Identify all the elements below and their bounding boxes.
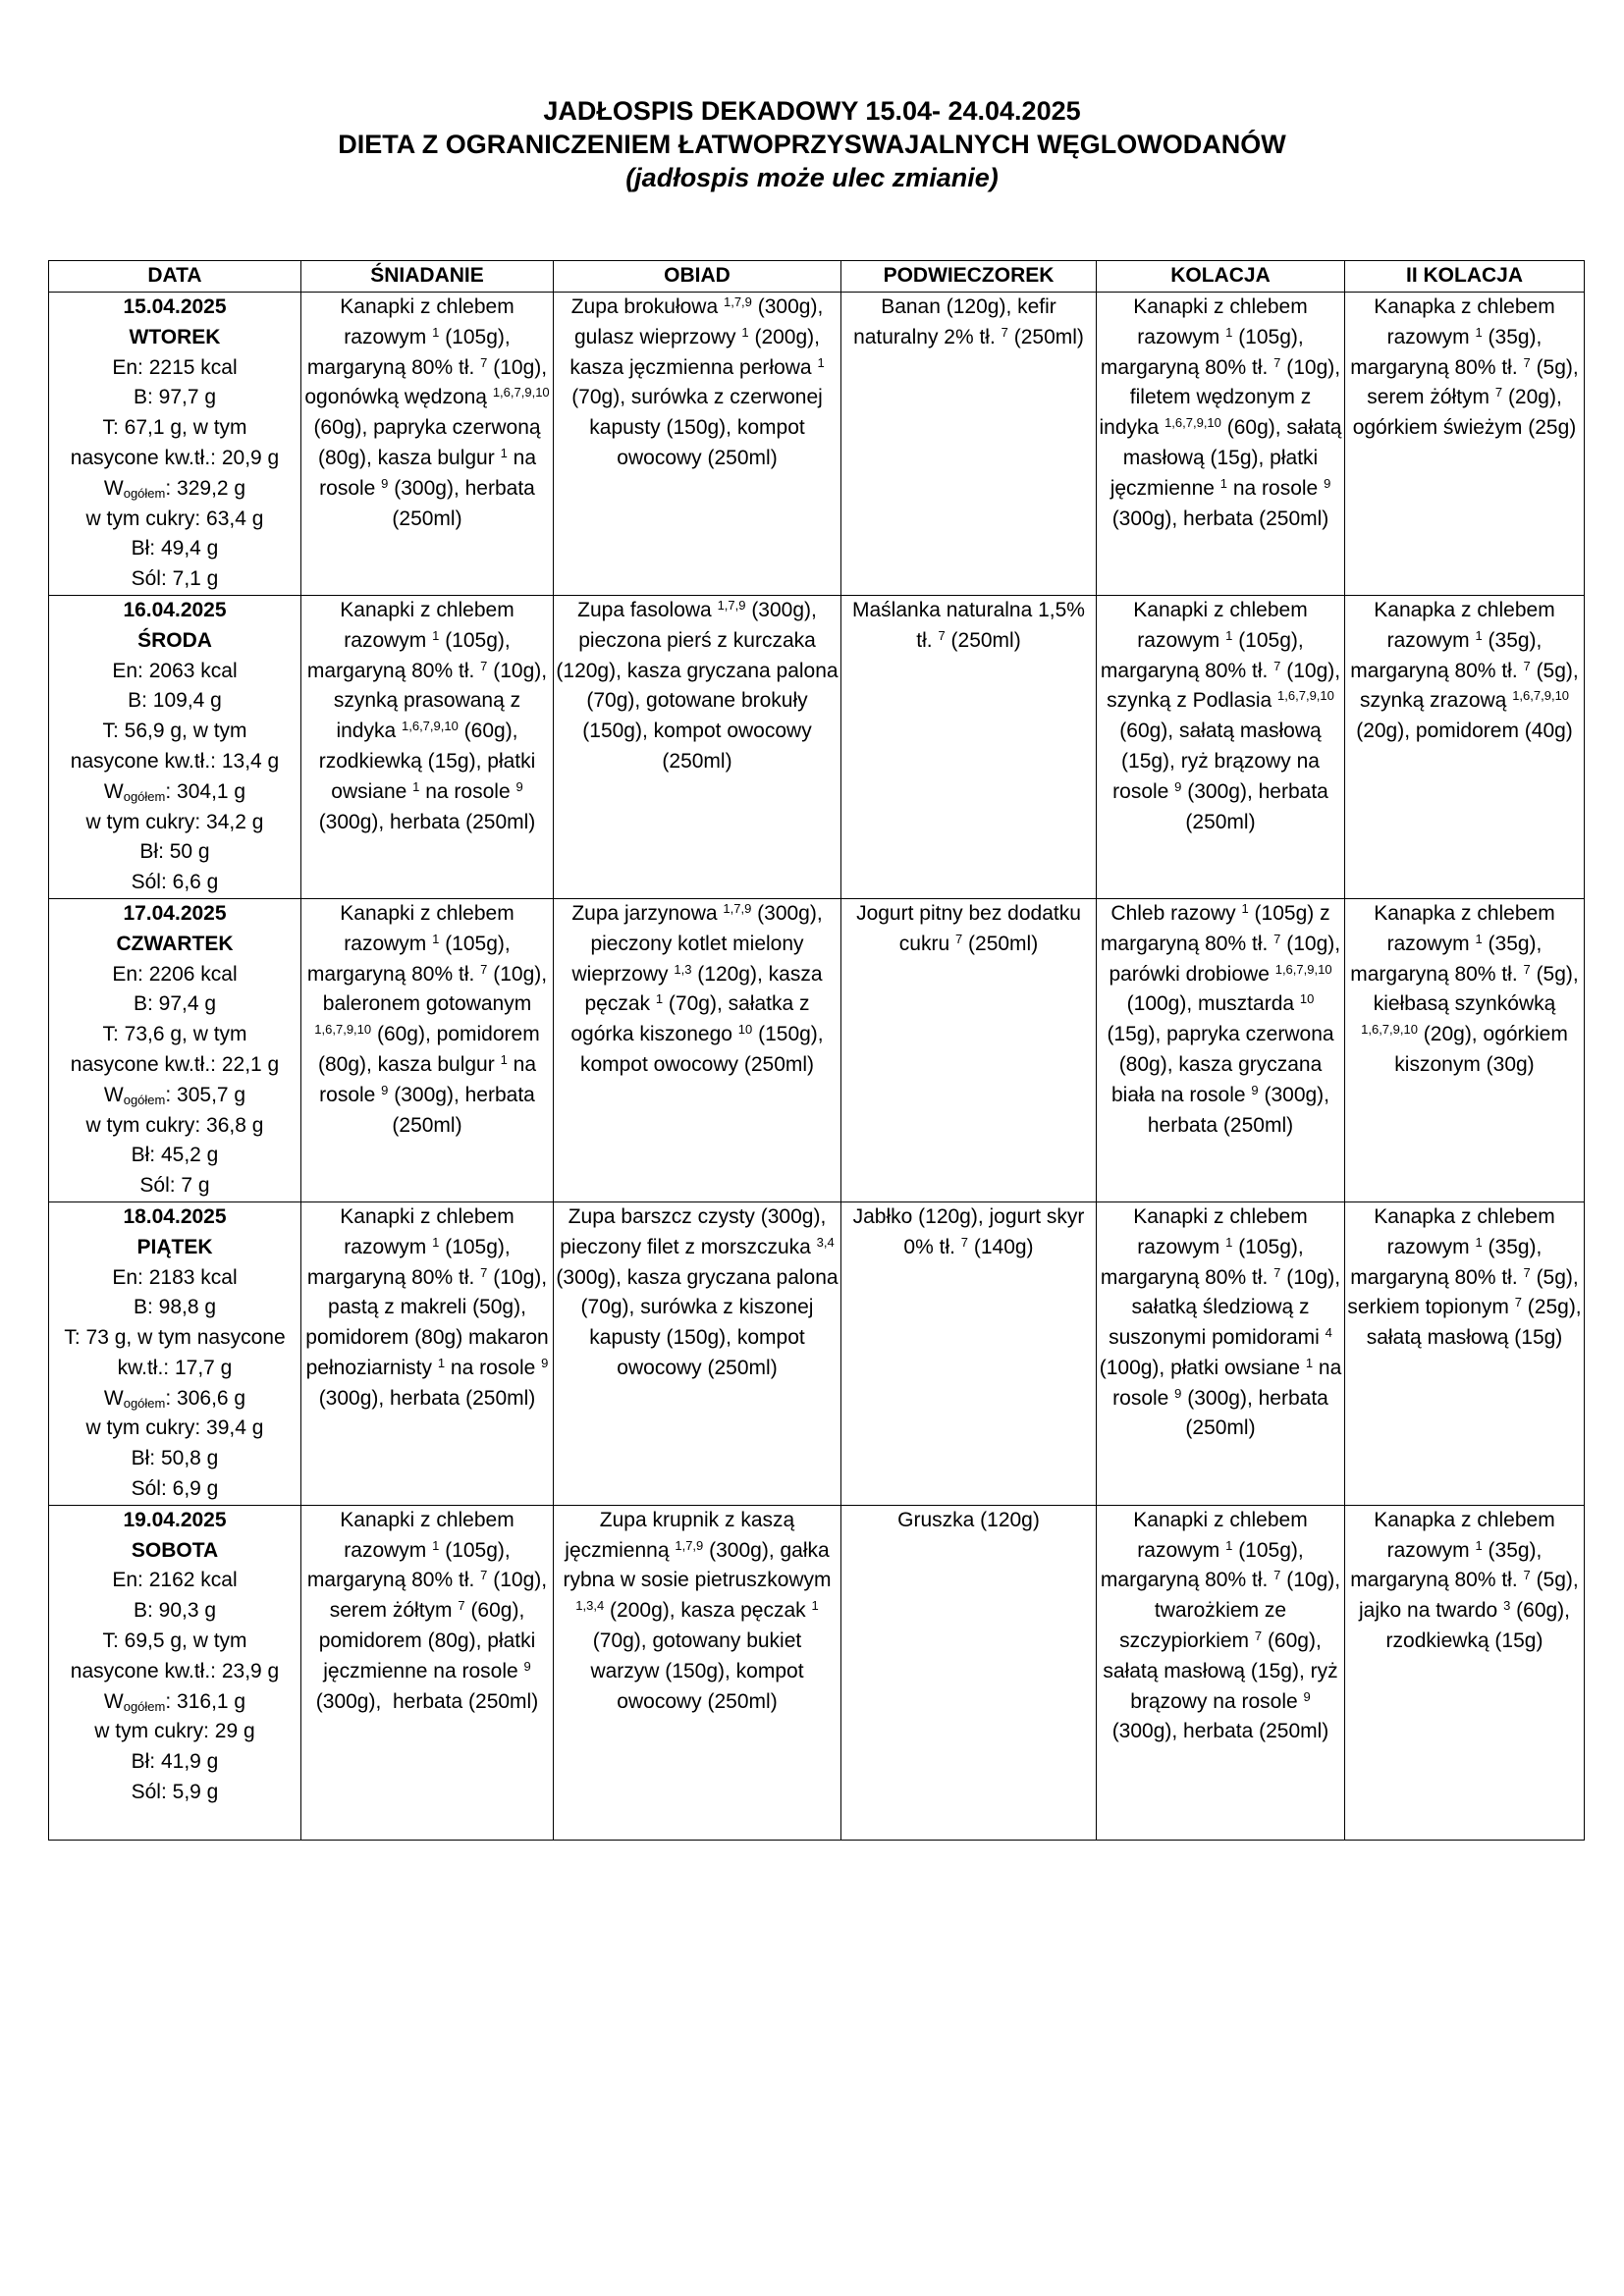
snack-cell: Jabłko (120g), jogurt skyr 0% tł. $^7$ (140g)	[841, 1201, 1097, 1505]
energy-value: En: 2215 kcal	[112, 355, 238, 379]
carbs-value	[51, 1081, 298, 1111]
protein-value: B: 109,4 g	[128, 689, 222, 713]
snack-cell: Gruszka (120g)	[841, 1505, 1097, 1840]
column-header-date: DATA	[49, 261, 301, 293]
menu-table	[48, 260, 1585, 1841]
day-date: 15.04.2025	[123, 295, 227, 318]
fiber-value: Bł: 50,8 g	[131, 1447, 219, 1470]
carbs-amount: : 306,6 g	[165, 1386, 246, 1410]
snack-cell: Jogurt pitny bez dodatku cukru $^7$ (250ml)	[841, 898, 1097, 1201]
saturated-fat-value: nasycone kw.tł.: 22,1 g	[70, 1052, 280, 1076]
sugars-value: w tym cukry: 34,2 g	[85, 810, 264, 833]
menu-table-body	[49, 293, 1585, 1841]
salt-value: Sól: 7 g	[139, 1174, 210, 1198]
snack-cell: Maślanka naturalna 1,5% tł. $^7$ (250ml)	[841, 595, 1097, 898]
saturated-fat-value: kw.tł.: 17,7 g	[117, 1356, 233, 1379]
day-weekday: CZWARTEK	[116, 932, 234, 955]
carbs-symbol: W	[103, 1689, 124, 1713]
energy-value: En: 2206 kcal	[112, 962, 238, 986]
second-dinner-cell: Kanapka z chlebem razowym $^1$ (35g), margaryną 80% tł. $^7$ (5g), serem żółtym $^7$ (20g), ogórkiem świeżym (25g)	[1345, 293, 1585, 596]
carbs-subscript: ogółem	[123, 1698, 166, 1714]
fat-value: T: 69,5 g, w tym	[102, 1629, 247, 1653]
day-info-cell	[49, 1505, 301, 1840]
fat-value: T: 67,1 g, w tym	[102, 416, 247, 440]
breakfast-cell: Kanapki z chlebem razowym $^1$ (105g), margaryną 80% tł. $^7$ (10g), baleronem gotowanym $^{1,6,7,9,10}$ (60g), pomidorem (80g), kasza bulgur $^1$ na rosole $^9$ (300g), herbata (250ml)	[301, 898, 554, 1201]
carbs-amount: : 316,1 g	[165, 1689, 246, 1713]
sugars-value: w tym cukry: 29 g	[94, 1720, 255, 1743]
carbs-subscript: ogółem	[123, 485, 166, 501]
energy-value: En: 2162 kcal	[112, 1569, 238, 1592]
lunch-cell: Zupa brokułowa $^{1,7,9}$ (300g), gulasz wieprzowy $^1$ (200g), kasza jęczmienna perłowa $^1$ (70g), surówka z czerwonej kapusty (150g), kompot owocowy (250ml)	[554, 293, 841, 596]
document-note: (jadłospis może ulec zmianie)	[625, 163, 999, 192]
snack-cell: Banan (120g), kefir naturalny 2% tł. $^7$ (250ml)	[841, 293, 1097, 596]
energy-value: En: 2183 kcal	[112, 1265, 238, 1289]
breakfast-cell: Kanapki z chlebem razowym $^1$ (105g), margaryną 80% tł. $^7$ (10g), ogonówką wędzoną $^{1,6,7,9,10}$ (60g), papryka czerwoną (80g), kasza bulgur $^1$ na rosole $^9$ (300g), herbata (250ml)	[301, 293, 554, 596]
breakfast-cell: Kanapki z chlebem razowym $^1$ (105g), margaryną 80% tł. $^7$ (10g), serem żółtym $^7$ (60g), pomidorem (80g), płatki jęczmienne na rosole $^9$ (300g), herbata (250ml)	[301, 1505, 554, 1840]
day-weekday: PIĄTEK	[136, 1235, 213, 1258]
carbs-symbol: W	[103, 476, 124, 500]
second-dinner-cell: Kanapka z chlebem razowym $^1$ (35g), margaryną 80% tł. $^7$ (5g), jajko na twardo $^3$ (60g), rzodkiewką (15g)	[1345, 1505, 1585, 1840]
carbs-amount: : 305,7 g	[165, 1083, 246, 1106]
carbs-symbol: W	[103, 1083, 124, 1106]
sugars-value: w tym cukry: 36,8 g	[85, 1113, 264, 1137]
day-date: 18.04.2025	[123, 1204, 227, 1228]
sugars-value: w tym cukry: 63,4 g	[85, 507, 264, 530]
table-row	[49, 898, 1585, 1201]
fat-value: T: 73 g, w tym nasycone	[64, 1326, 286, 1350]
day-weekday: ŚRODA	[137, 628, 212, 652]
dinner-cell: Kanapki z chlebem razowym $^1$ (105g), margaryną 80% tł. $^7$ (10g), twarożkiem ze szczypiorkiem $^7$ (60g), sałatą masłową (15g), ryż brązowy na rosole $^9$ (300g), herbata (250ml)	[1097, 1505, 1345, 1840]
day-weekday: WTOREK	[129, 325, 221, 348]
dinner-cell: Chleb razowy $^1$ (105g) z margaryną 80% tł. $^7$ (10g), parówki drobiowe $^{1,6,7,9,10}$ (100g), musztarda $^{10}$ (15g), papryka czerwona (80g), kasza gryczana biała na rosole $^9$ (300g), herbata (250ml)	[1097, 898, 1345, 1201]
salt-value: Sól: 6,9 g	[131, 1477, 219, 1501]
lunch-cell: Zupa fasolowa $^{1,7,9}$ (300g), pieczona pierś z kurczaka (120g), kasza gryczana palona (70g), gotowane brokuły (150g), kompot owocowy (250ml)	[554, 595, 841, 898]
table-row	[49, 1505, 1585, 1840]
carbs-amount: : 329,2 g	[165, 476, 246, 500]
fiber-value: Bł: 41,9 g	[131, 1750, 219, 1774]
carbs-symbol: W	[103, 779, 124, 803]
saturated-fat-value: nasycone kw.tł.: 23,9 g	[70, 1659, 280, 1682]
column-header-dinner: KOLACJA	[1097, 261, 1345, 293]
day-info-cell	[49, 898, 301, 1201]
fiber-value: Bł: 49,4 g	[131, 537, 219, 561]
carbs-subscript: ogółem	[123, 1395, 166, 1411]
protein-value: B: 90,3 g	[133, 1599, 217, 1623]
table-row	[49, 293, 1585, 596]
document-title: JADŁOSPIS DEKADOWY 15.04- 24.04.2025	[543, 96, 1081, 126]
lunch-cell: Zupa barszcz czysty (300g), pieczony filet z morszczuka $^{3,4}$ (300g), kasza gryczana palona (70g), surówka z kiszonej kapusty (150g), kompot owocowy (250ml)	[554, 1201, 841, 1505]
table-row	[49, 595, 1585, 898]
breakfast-cell: Kanapki z chlebem razowym $^1$ (105g), margaryną 80% tł. $^7$ (10g), pastą z makreli (50g), pomidorem (80g) makaron pełnoziarnisty $^1$ na rosole $^9$ (300g), herbata (250ml)	[301, 1201, 554, 1505]
column-header-breakfast: ŚNIADANIE	[301, 261, 554, 293]
carbs-value	[51, 777, 298, 808]
day-date: 17.04.2025	[123, 901, 227, 925]
saturated-fat-value: nasycone kw.tł.: 13,4 g	[70, 749, 280, 773]
salt-value: Sól: 6,6 g	[131, 871, 219, 894]
second-dinner-cell: Kanapka z chlebem razowym $^1$ (35g), margaryną 80% tł. $^7$ (5g), kiełbasą szynkówką $^{1,6,7,9,10}$ (20g), ogórkiem kiszonym (30g)	[1345, 898, 1585, 1201]
breakfast-cell: Kanapki z chlebem razowym $^1$ (105g), margaryną 80% tł. $^7$ (10g), szynką prasowaną z indyka $^{1,6,7,9,10}$ (60g), rzodkiewką (15g), płatki owsiane $^1$ na rosole $^9$ (300g), herbata (250ml)	[301, 595, 554, 898]
carbs-symbol: W	[103, 1386, 124, 1410]
lunch-cell: Zupa jarzynowa $^{1,7,9}$ (300g), pieczony kotlet mielony wieprzowy $^{1,3}$ (120g), kasza pęczak $^1$ (70g), sałatka z ogórka kiszonego $^{10}$ (150g), kompot owocowy (250ml)	[554, 898, 841, 1201]
salt-value: Sól: 7,1 g	[131, 567, 219, 591]
day-weekday: SOBOTA	[131, 1538, 219, 1562]
carbs-value	[51, 1687, 298, 1718]
document-subtitle: DIETA Z OGRANICZENIEM ŁATWOPRZYSWAJALNYCH WĘGLOWODANÓW	[338, 130, 1286, 159]
protein-value: B: 97,7 g	[133, 386, 217, 409]
document-header	[0, 94, 1624, 194]
table-header-row	[49, 261, 1585, 293]
day-info-cell	[49, 595, 301, 898]
carbs-value	[51, 1384, 298, 1415]
protein-value: B: 98,8 g	[133, 1296, 217, 1319]
carbs-subscript: ogółem	[123, 788, 166, 804]
carbs-subscript: ogółem	[123, 1092, 166, 1107]
fat-value: T: 73,6 g, w tym	[102, 1023, 247, 1046]
fiber-value: Bł: 50 g	[139, 840, 210, 864]
fat-value: T: 56,9 g, w tym	[102, 720, 247, 743]
protein-value: B: 97,4 g	[133, 992, 217, 1016]
dinner-cell: Kanapki z chlebem razowym $^1$ (105g), margaryną 80% tł. $^7$ (10g), szynką z Podlasia $^{1,6,7,9,10}$ (60g), sałatą masłową (15g), ryż brązowy na rosole $^9$ (300g), herbata (250ml)	[1097, 595, 1345, 898]
day-info-cell	[49, 293, 301, 596]
dinner-cell: Kanapki z chlebem razowym $^1$ (105g), margaryną 80% tł. $^7$ (10g), sałatką śledziową z suszonymi pomidorami $^4$ (100g), płatki owsiane $^1$ na rosole $^9$ (300g), herbata (250ml)	[1097, 1201, 1345, 1505]
column-header-snack: PODWIECZOREK	[841, 261, 1097, 293]
salt-value: Sól: 5,9 g	[131, 1781, 219, 1804]
table-row	[49, 1201, 1585, 1505]
column-header-lunch: OBIAD	[554, 261, 841, 293]
column-header-second-dinner: II KOLACJA	[1345, 261, 1585, 293]
second-dinner-cell: Kanapka z chlebem razowym $^1$ (35g), margaryną 80% tł. $^7$ (5g), serkiem topionym $^7$ (25g), sałatą masłową (15g)	[1345, 1201, 1585, 1505]
day-info-cell	[49, 1201, 301, 1505]
lunch-cell: Zupa krupnik z kaszą jęczmienną $^{1,7,9}$ (300g), gałka rybna w sosie pietruszkowym $^{1,3,4}$ (200g), kasza pęczak $^1$ (70g), gotowany bukiet warzyw (150g), kompot owocowy (250ml)	[554, 1505, 841, 1840]
saturated-fat-value: nasycone kw.tł.: 20,9 g	[70, 446, 280, 469]
carbs-amount: : 304,1 g	[165, 779, 246, 803]
second-dinner-cell: Kanapka z chlebem razowym $^1$ (35g), margaryną 80% tł. $^7$ (5g), szynką zrazową $^{1,6,7,9,10}$ (20g), pomidorem (40g)	[1345, 595, 1585, 898]
day-date: 16.04.2025	[123, 598, 227, 621]
carbs-value	[51, 474, 298, 505]
day-date: 19.04.2025	[123, 1508, 227, 1531]
fiber-value: Bł: 45,2 g	[131, 1144, 219, 1167]
sugars-value: w tym cukry: 39,4 g	[85, 1416, 264, 1440]
dinner-cell: Kanapki z chlebem razowym $^1$ (105g), margaryną 80% tł. $^7$ (10g), filetem wędzonym z indyka $^{1,6,7,9,10}$ (60g), sałatą masłową (15g), płatki jęczmienne $^1$ na rosole $^9$ (300g), herbata (250ml)	[1097, 293, 1345, 596]
energy-value: En: 2063 kcal	[112, 659, 238, 682]
